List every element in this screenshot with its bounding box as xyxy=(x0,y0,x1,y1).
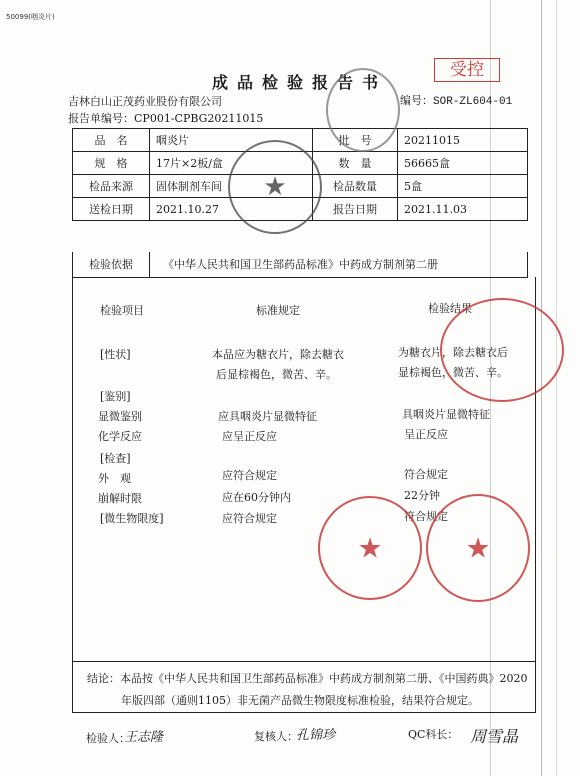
send-date-label: 送检日期 xyxy=(73,198,150,221)
report-date-value: 2021.11.03 xyxy=(398,198,528,221)
col-header-result: 检验结果 xyxy=(428,302,472,315)
basis-value: 《中华人民共和国卫生部药品标准》中药成方制剂第二册 xyxy=(163,258,438,271)
sample-label: 检品数量 xyxy=(313,175,398,198)
col-header-item: 检验项目 xyxy=(100,304,144,317)
product-label: 品 名 xyxy=(73,129,150,152)
chemical-item: 化学反应 xyxy=(98,430,142,443)
batch-value: 20211015 xyxy=(398,129,528,152)
microscopic-item: 显微鉴别 xyxy=(98,410,142,423)
exterior-standard: 应符合规定 xyxy=(222,469,277,482)
spec-value: 17片×2板/盒 xyxy=(150,152,313,175)
report-date-label: 报告日期 xyxy=(313,198,398,221)
microbial-item: [微生物限度] xyxy=(100,512,164,525)
chemical-result: 呈正反应 xyxy=(404,428,448,441)
microscopic-result: 具咽炎片显微特征 xyxy=(402,408,490,421)
disintegration-result: 22分钟 xyxy=(404,489,440,502)
microbial-result: 符合规定 xyxy=(404,510,448,523)
reviewer-signature: 孔锦珍 xyxy=(296,728,336,743)
inspection-section: [检查] xyxy=(100,452,131,465)
qc-label: QC科长： xyxy=(408,728,459,741)
basis-row xyxy=(72,252,528,278)
spec-label: 规 格 xyxy=(73,152,150,175)
page-title: 成品检验报告书 xyxy=(212,73,388,92)
stamp-star-icon: ★ xyxy=(465,531,491,565)
exterior-result: 符合规定 xyxy=(404,468,448,481)
company-name: 吉林白山正茂药业股份有限公司 xyxy=(68,95,222,108)
qty-value: 56665盒 xyxy=(398,152,528,175)
disintegration-standard: 应在60分钟内 xyxy=(222,491,291,504)
exterior-item: 外 观 xyxy=(98,472,131,485)
yihuan-stamp-bottom xyxy=(318,496,422,600)
send-date-value: 2021.10.27 xyxy=(150,198,313,221)
document-code: 编号：SOR-ZL604-01 xyxy=(400,96,513,108)
appearance-result-2: 显棕褐色，微苦、辛。 xyxy=(398,366,508,379)
chemical-standard: 应呈正反应 xyxy=(222,430,277,443)
source-value: 固体制剂车间 xyxy=(150,175,313,198)
quality-dept-stamp xyxy=(228,140,322,234)
conclusion-box xyxy=(72,661,536,713)
yihuan-stamp-top xyxy=(440,298,564,402)
identification-section: [鉴别] xyxy=(100,390,131,403)
report-number: 报告单编号：CP001-CPBG20211015 xyxy=(68,112,264,125)
product-value: 咽炎片 xyxy=(150,129,313,152)
reviewer-label: 复核人： xyxy=(254,730,298,743)
appearance-standard-1: 本品应为糖衣片，除去糖衣 xyxy=(212,348,344,361)
stamp-star-icon: ★ xyxy=(263,172,287,202)
microbial-standard: 应符合规定 xyxy=(222,512,277,525)
source-label: 检品来源 xyxy=(73,175,150,198)
faint-stamp xyxy=(326,68,400,152)
conclusion-line-2: 年版四部（通则1105）非无菌产品微生物限度标准检验，结果符合规定。 xyxy=(121,694,479,707)
qty-label: 数 量 xyxy=(313,152,398,175)
disintegration-item: 崩解时限 xyxy=(98,492,142,505)
conclusion-line-1: 结论：本品按《中华人民共和国卫生部药品标准》中药成方制剂第二册、《中国药典》2020 xyxy=(87,672,528,685)
qc-signature: 周雪晶 xyxy=(470,727,519,746)
col-header-standard: 标准规定 xyxy=(256,304,300,317)
basis-label: 检验依据 xyxy=(73,252,150,277)
inspector-label: 检验人： xyxy=(86,732,130,745)
appearance-standard-2: 后显棕褐色，微苦、辛。 xyxy=(216,368,337,381)
microscopic-standard: 应具咽炎片显微特征 xyxy=(218,410,317,423)
corner-tag: 50099(咽炎片) xyxy=(6,13,55,21)
stamp-star-icon: ★ xyxy=(357,531,383,565)
appearance-result-1: 为糖衣片，除去糖衣后 xyxy=(398,346,508,359)
controlled-stamp: 受控 xyxy=(434,58,500,82)
batch-label: 批 号 xyxy=(313,129,398,152)
inspector-signature: 王志隆 xyxy=(124,730,164,745)
appearance-section: [性状] xyxy=(100,348,131,361)
sample-value: 5盒 xyxy=(398,175,528,198)
pharmacy-stamp xyxy=(426,494,530,602)
